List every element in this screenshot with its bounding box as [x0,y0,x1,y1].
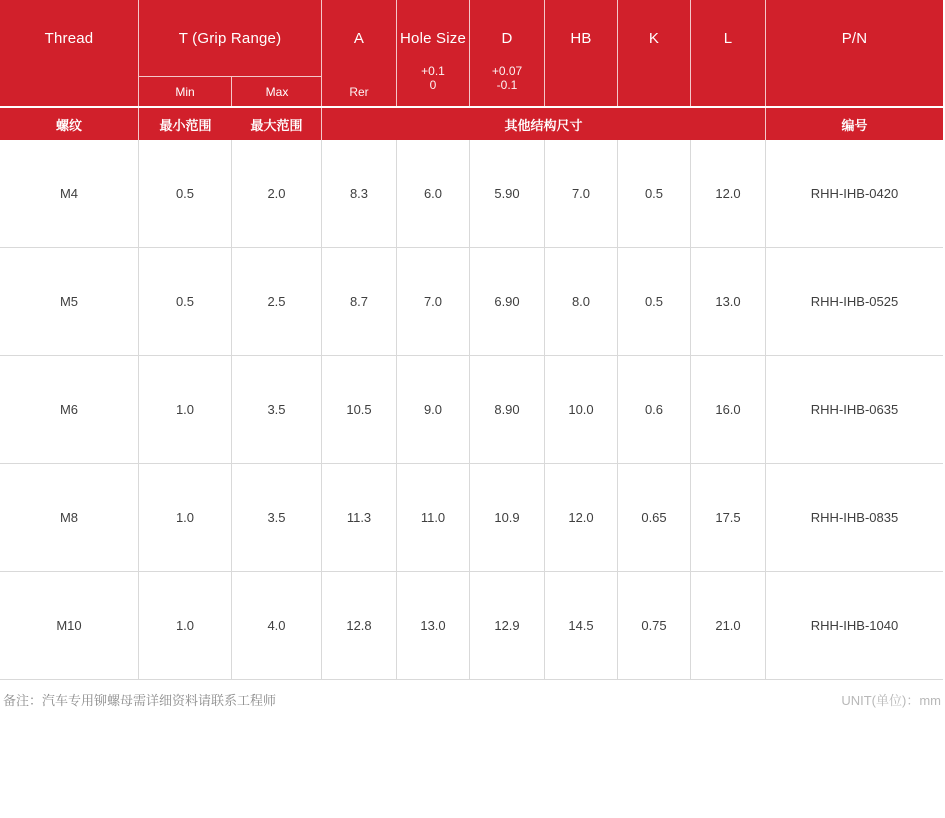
thread-label: Thread [44,30,94,47]
cell-hole-size: 11.0 [397,464,470,571]
grip-range-label: T (Grip Range) [139,0,321,77]
cell-a: 11.3 [322,464,397,571]
cell-a: 10.5 [322,356,397,463]
header-row-chinese [0,108,943,140]
cell-pn: RHH-IHB-1040 [810,618,899,633]
cell-hb: 10.0 [545,356,618,463]
table-row [0,464,943,572]
a-sub-label: Rer [349,84,369,99]
hole-size-tolerance: +0.1 0 [421,63,445,92]
cell-pn: RHH-IHB-0525 [810,294,899,309]
cell-min: 1.0 [139,572,232,679]
cell-max: 3.5 [232,464,322,571]
table-row [0,356,943,464]
cell-l: 12.0 [691,140,766,247]
cell-l: 21.0 [691,572,766,679]
pn-label-cn: 编号 [841,117,868,133]
a-label: A [353,30,365,47]
hb-label: HB [570,30,592,47]
min-label-cn: 最小范围 [159,117,212,133]
cell-hb: 8.0 [545,248,618,355]
cell-max: 3.5 [232,356,322,463]
header-cell-hole-size [397,0,470,106]
header-cell-l [691,0,766,106]
cell-max: 2.5 [232,248,322,355]
cell-d: 5.90 [470,140,545,247]
cell-hole-size: 7.0 [397,248,470,355]
cell-k: 0.5 [618,248,691,355]
cell-l: 17.5 [691,464,766,571]
max-label-cn: 最大范围 [232,108,322,140]
cell-d: 6.90 [470,248,545,355]
cell-hole-size: 9.0 [397,356,470,463]
cell-a: 8.7 [322,248,397,355]
table-row [0,248,943,356]
cell-min: 0.5 [139,248,232,355]
cell-thread: M5 [0,248,139,355]
l-label: L [723,30,733,47]
hole-size-label: Hole Size [400,30,466,47]
k-label: K [648,30,660,47]
cell-a: 8.3 [322,140,397,247]
table-footer [0,680,945,709]
cell-thread: M8 [0,464,139,571]
cell-hb: 12.0 [545,464,618,571]
cell-max: 2.0 [232,140,322,247]
cell-hole-size: 13.0 [397,572,470,679]
cell-a: 12.8 [322,572,397,679]
footer-unit: UNIT(单位)：mm [841,693,941,708]
header-row-english [0,0,943,106]
cell-k: 0.5 [618,140,691,247]
footer-note: 备注：汽车专用铆螺母需详细资料请联系工程师 [3,693,277,708]
cell-l: 13.0 [691,248,766,355]
cell-hb: 7.0 [545,140,618,247]
cell-min: 1.0 [139,464,232,571]
cell-d: 8.90 [470,356,545,463]
cell-d: 10.9 [470,464,545,571]
grip-range-subheader [139,77,321,106]
cell-max: 4.0 [232,572,322,679]
other-dims-label-cn: 其他结构尺寸 [322,108,766,140]
cell-pn: RHH-IHB-0420 [810,186,899,201]
table-row [0,572,943,680]
header-cell-a [322,0,397,106]
cell-thread: M4 [0,140,139,247]
header-cell-k [618,0,691,106]
table-row [0,140,943,248]
d-label: D [501,30,513,47]
header-cell-thread [0,0,139,106]
cell-k: 0.65 [618,464,691,571]
header-cell-grip-range [139,0,322,106]
min-label: Min [139,77,232,106]
table-header [0,0,943,140]
cell-thread: M6 [0,356,139,463]
cell-hb: 14.5 [545,572,618,679]
d-tolerance: +0.07 -0.1 [491,63,523,92]
header-cell-hb [545,0,618,106]
cell-min: 1.0 [139,356,232,463]
cell-l: 16.0 [691,356,766,463]
cell-k: 0.6 [618,356,691,463]
cell-pn: RHH-IHB-0635 [810,402,899,417]
header-cell-pn [766,0,943,106]
cell-k: 0.75 [618,572,691,679]
max-label: Max [265,84,289,99]
header-cell-d [470,0,545,106]
cell-d: 12.9 [470,572,545,679]
pn-label: P/N [841,30,868,47]
cell-hole-size: 6.0 [397,140,470,247]
cell-pn: RHH-IHB-0835 [810,510,899,525]
cell-thread: M10 [0,572,139,679]
cell-min: 0.5 [139,140,232,247]
thread-label-cn: 螺纹 [0,108,139,140]
